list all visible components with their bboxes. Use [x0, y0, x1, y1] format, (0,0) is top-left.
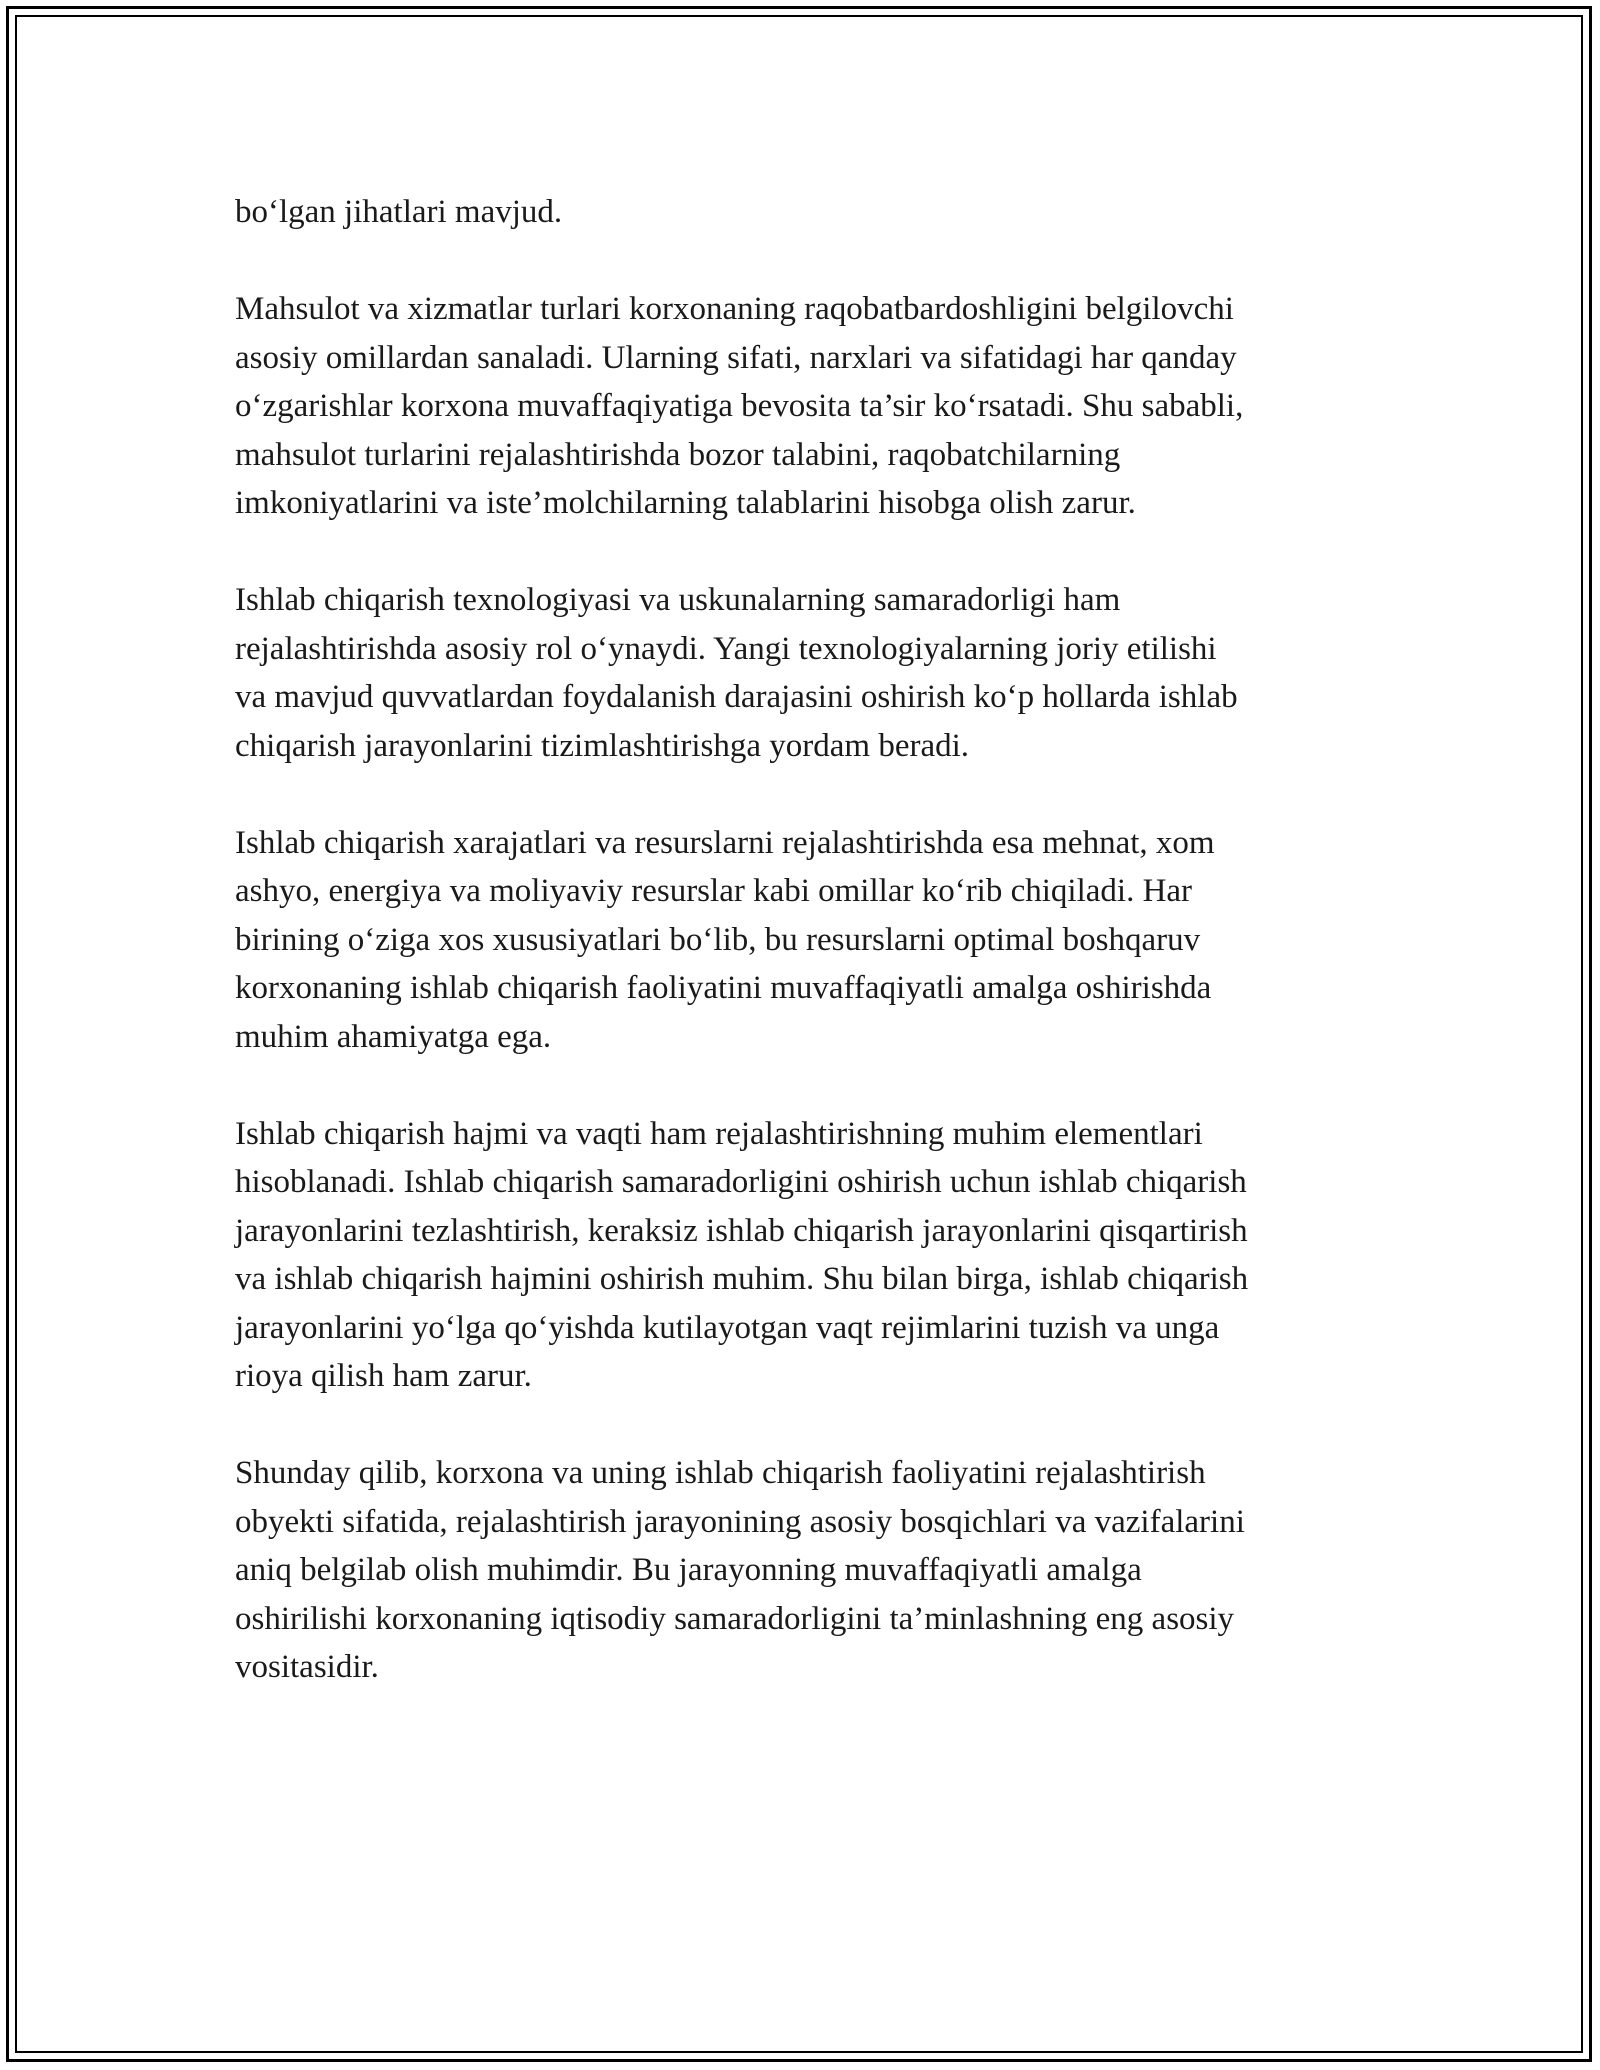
paragraph — [235, 1110, 1375, 1401]
document-body — [235, 188, 1375, 1740]
text-line: hisoblanadi. Ishlab chiqarish samaradorligini oshirish uchun ishlab chiqarish — [235, 1164, 1247, 1200]
text-line: muhim ahamiyatga ega. — [235, 1018, 552, 1055]
paragraph — [235, 285, 1375, 528]
text-line: jarayonlarini yo‘lga qo‘yishda kutilayotgan vaqt rejimlarini tuzish va unga — [235, 1309, 1220, 1346]
text-line: o‘zgarishlar korxona muvaffaqiyatiga bevosita ta’sir ko‘rsatadi. Shu sababli, — [235, 388, 1244, 424]
paragraph — [235, 1449, 1375, 1692]
text-line: bo‘lgan jihatlari mavjud. — [235, 194, 563, 230]
text-line: jarayonlarini tezlashtirish, keraksiz ishlab chiqarish jarayonlarini qisqartirish — [235, 1212, 1248, 1249]
text-line: Mahsulot va xizmatlar turlari korxonaning raqobatbardoshligini belgilovchi — [235, 291, 1234, 327]
text-line: birining o‘ziga xos xususiyatlari bo‘lib, bu resurslarni optimal boshqaruv — [235, 921, 1201, 958]
text-line: rioya qilish ham zarur. — [235, 1358, 532, 1394]
text-line: Ishlab chiqarish hajmi va vaqti ham rejalashtirishning muhim elementlari — [235, 1115, 1203, 1152]
text-line: ashyo, energiya va moliyaviy resurslar kabi omillar ko‘rib chiqiladi. Har — [235, 873, 1193, 909]
text-line: Ishlab chiqarish xarajatlari va resurslarni rejalashtirishda esa mehnat, xom — [235, 824, 1215, 861]
text-line: oshirilishi korxonaning iqtisodiy samaradorligini ta’minlashning eng asosiy — [235, 1600, 1235, 1637]
paragraph — [235, 576, 1375, 770]
text-line: Shunday qilib, korxona va uning ishlab chiqarish faoliyatini rejalashtirish — [235, 1455, 1206, 1491]
paragraph — [235, 188, 1375, 237]
text-line: va mavjud quvvatlardan foydalanish darajasini oshirish ko‘p hollarda ishlab — [235, 679, 1238, 715]
text-line: aniq belgilab olish muhimdir. Bu jarayonning muvaffaqiyatli amalga — [235, 1552, 1142, 1588]
text-line: mahsulot turlarini rejalashtirishda bozor talabini, raqobatchilarning — [235, 436, 1121, 473]
text-line: rejalashtirishda asosiy rol o‘ynaydi. Yangi texnologiyalarning joriy etilishi — [235, 630, 1217, 667]
text-line: asosiy omillardan sanaladi. Ularning sifati, narxlari va sifatidagi har qanday — [235, 339, 1237, 376]
paragraph — [235, 819, 1375, 1062]
text-line: korxonaning ishlab chiqarish faoliyatini muvaffaqiyatli amalga oshirishda — [235, 970, 1212, 1006]
text-line: Ishlab chiqarish texnologiyasi va uskunalarning samaradorligi ham — [235, 582, 1121, 618]
text-line: chiqarish jarayonlarini tizimlashtirishga yordam beradi. — [235, 727, 970, 764]
text-line: imkoniyatlarini va iste’molchilarning talablarini hisobga olish zarur. — [235, 485, 1136, 521]
text-line: va ishlab chiqarish hajmini oshirish muhim. Shu bilan birga, ishlab chiqarish — [235, 1261, 1249, 1297]
text-line: vositasidir. — [235, 1649, 379, 1685]
text-line: obyekti sifatida, rejalashtirish jarayonining asosiy bosqichlari va vazifalarini — [235, 1503, 1245, 1540]
